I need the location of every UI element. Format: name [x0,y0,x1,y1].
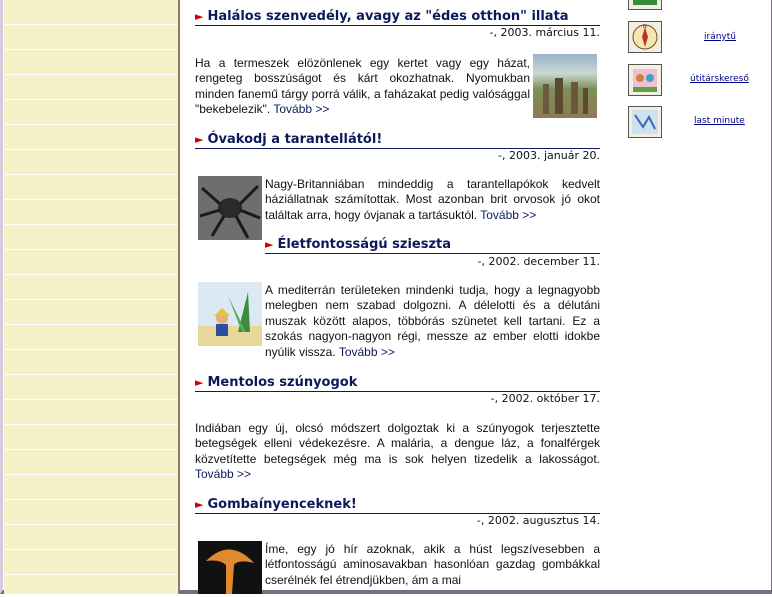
article-date: -, 2002. augusztus 14. [476,514,600,527]
termite-mound-image [533,54,597,118]
article-text: Ha a termeszek elözönlenek egy kertet vagy egy házat, rengeteg bosszúságot és kárt okozhatnak. Nyomukban minden fanemű tárgy porrá válik, a faházakat pedig valósággal "bekebelezik". [195,56,530,117]
arrow-icon: ► [195,10,204,23]
article-title-text: Halálos szenvedély, avagy az "édes otthon" illata [207,9,569,24]
article [195,133,600,163]
article-text: Nagy-Britanniában mindeddig a tarantellapókok kedvelt háziállatnak számítottak. Most azonban brit orvosok jó okot találtak arra, hogy óvjanak a tartásuktól. [265,177,600,222]
article-body [265,177,600,223]
article-date: -, 2002. október 17. [490,392,600,405]
arrow-icon: ► [265,238,274,251]
article [195,376,600,406]
article [195,498,600,528]
article [265,238,600,254]
article-text: A mediterrán területeken mindenki tudja, hogy a legnagyobb melegben nem szabad dolgozni. A délelotti és a délutáni muszak között alapos, többórás szünetet kell tartani. Ez a szokás nagyon-nagyon régi, messze az ember elotti idokbe nyúlik vissza. [265,283,600,359]
article-body [265,542,600,588]
more-link[interactable]: Tovább >> [480,207,537,222]
top-partial-icon[interactable] [628,0,662,10]
article-body [195,421,600,483]
article-body [195,56,530,118]
article-title-text: Életfontosságú szieszta [277,237,452,252]
mushroom-image [198,541,262,594]
left-sidebar-stripes [4,0,178,594]
article-text: Íme, egy jó hír azoknak, akik a húst legszívesebben a létfontosságú aminosavakban hasonlóan gazdag gombákkal cserélnék fel étrendjükben, ám a mai [265,542,600,587]
top-partial-drawing [629,0,661,9]
more-link[interactable]: Tovább >> [338,344,395,359]
article-body [195,283,600,360]
article-date: -, 2003. január 20. [498,149,600,162]
arrow-icon: ► [195,133,204,146]
compass-icon[interactable] [628,21,662,53]
article-title-text: Óvakodj a tarantellától! [207,132,383,147]
travel-companion-drawing [629,65,661,95]
left-sidebar [4,0,180,594]
map-icon[interactable] [628,106,662,138]
image-spacer [195,283,265,345]
travel-companion-icon[interactable] [628,64,662,96]
arrow-icon: ► [195,376,204,389]
article-title-text: Gombaínyenceknek! [207,497,357,512]
svg-text:N: N [643,24,647,30]
arrow-icon: ► [195,498,204,511]
article-title[interactable] [195,376,600,392]
article-title[interactable] [195,133,600,149]
article-title[interactable] [195,10,600,26]
tarantula-drawing [198,176,262,240]
article-date: -, 2003. március 11. [489,26,600,39]
article [195,10,600,40]
article-title[interactable] [195,498,600,514]
article-text: Indiában egy új, olcsó módszert dolgoztak ki a szúnyogok terjesztette betegségek elleni védekezésre. A malária, a dengue láz, a fonalférgek közvetítette betegségek még ma is sok helyen tizedelik a lakosságot. [195,421,600,466]
mushroom-drawing [198,541,262,594]
travel-companion-link[interactable]: útitárskereső [690,74,749,84]
article-date: -, 2002. december 11. [477,255,600,268]
map-drawing [629,107,661,137]
article-title[interactable] [265,238,600,254]
tarantula-image [198,176,262,240]
article-title-text: Mentolos szúnyogok [207,375,358,390]
compass-link[interactable]: iránytű [704,32,736,42]
compass-drawing [629,22,661,52]
more-link[interactable]: Tovább >> [273,102,330,117]
termite-mound-drawing [533,54,597,118]
more-link[interactable]: Tovább >> [195,467,252,482]
last-minute-link[interactable]: last minute [694,116,745,126]
